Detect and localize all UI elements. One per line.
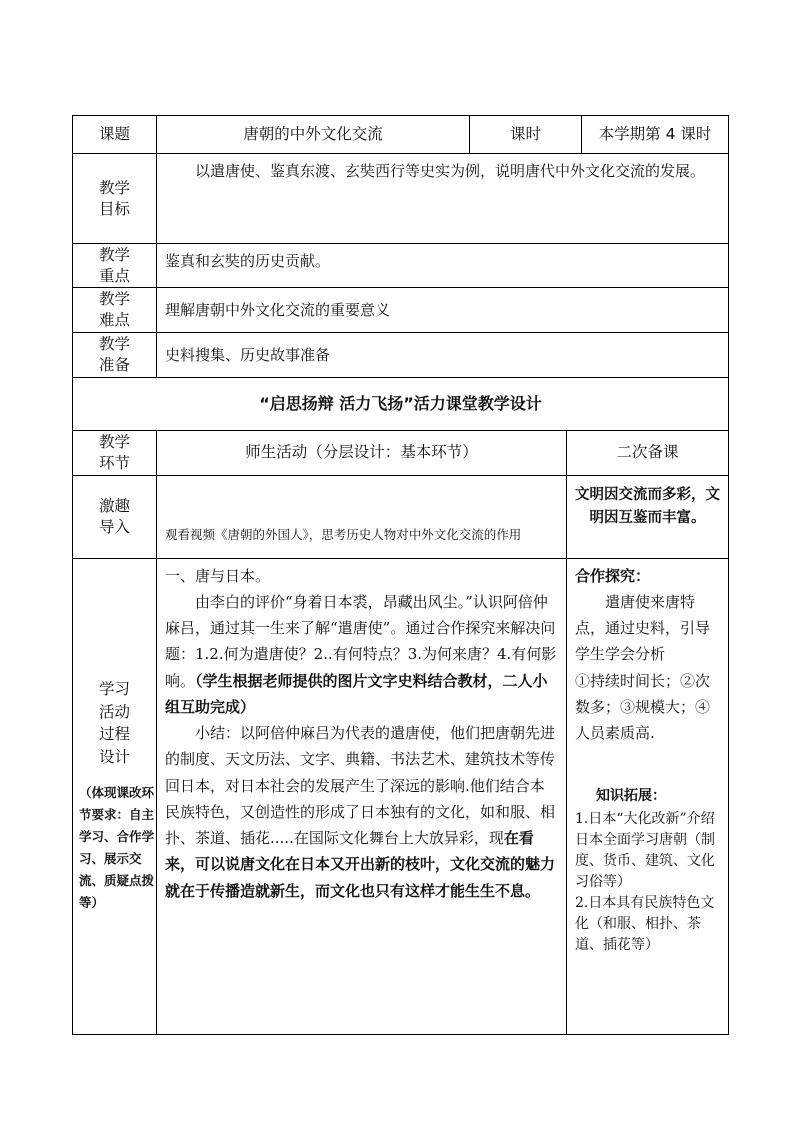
- side-ext-1: 1.日本“大化改新”介绍日本全面学习唐朝（制度、货币、建筑、文化习俗等）: [575, 810, 715, 890]
- intro-text: 观看视频《唐朝的外国人》，思考历史人物对中外文化交流的作用: [157, 475, 567, 558]
- process-paragraph-1: [165, 589, 558, 720]
- para1-bold: （学生根据老师提供的图片文字史料结合教材，二人小组互助完成）: [165, 671, 548, 716]
- process-requirement: （体现课改环节要求：自主学习、合作学习、展示交流、质疑点拨等）: [79, 785, 155, 910]
- design-title: “启思扬辩 活力飞扬”活力课堂教学设计: [73, 378, 729, 431]
- process-paragraph-2: [165, 720, 558, 904]
- hours-label: 课时: [470, 116, 582, 154]
- goal-text: 以遣唐使、鉴真东渡、玄奘西行等史实为例，说明唐代中外文化交流的发展。: [157, 154, 729, 244]
- row-goal: [73, 154, 729, 244]
- difficulty-label-text: 教学 难点: [98, 290, 130, 329]
- row-process: [73, 558, 729, 1034]
- stage-label: [73, 430, 157, 475]
- process-label-cell: [73, 558, 157, 1034]
- key-label-text: 教学 重点: [98, 245, 130, 285]
- row-key: [73, 244, 729, 288]
- para1-text: 由李白的评价“身着日本裘，昂藏出风尘。”认识阿倍仲麻吕，通过其一生来了解“遣唐使”。通过合作探究来解决问题：1.2.何为遣唐使？2..有何特点？3.为何来唐？4.有何影响。: [165, 592, 557, 690]
- stage-label-text: 教学 环节: [98, 432, 130, 472]
- goal-label: [73, 154, 157, 244]
- topic-value: 唐朝的中外文化交流: [157, 116, 470, 154]
- process-activity: [157, 558, 567, 1034]
- row-topic: [73, 116, 729, 154]
- hours-value: 本学期第 4 课时: [582, 116, 729, 154]
- row-design-title: [73, 378, 729, 431]
- side-ext-title: 知识拓展：: [596, 788, 666, 805]
- row-prep: [73, 333, 729, 378]
- row-intro: [73, 475, 729, 558]
- prep-text: 史料搜集、历史故事准备: [157, 333, 729, 378]
- second-prep-label: 二次备课: [567, 430, 729, 475]
- prep-label-text: 教学 准备: [98, 335, 130, 374]
- activity-label: 师生活动（分层设计：基本环节）: [157, 430, 567, 475]
- lesson-plan-sheet: [72, 115, 728, 1035]
- row-columns: [73, 430, 729, 475]
- para2-text: 小结：以阿倍仲麻吕为代表的遣唐使，他们把唐朝先进的制度、天文历法、文字、典籍、书法艺术、建筑技术等传回日本，对日本社会的发展产生了深远的影响.他们结合本民族特色，又创造性的形成了日本独有的文化，如和服、相扑、茶道、插花.....在国际文化舞台上大放异彩，现: [165, 724, 556, 847]
- intro-note: 文明因交流而多彩，文明因互鉴而丰富。: [567, 475, 729, 558]
- topic-label: 课题: [73, 116, 157, 154]
- process-label: 学习 活动 过程 设计: [98, 680, 130, 766]
- activity-table: [72, 430, 729, 1035]
- row-difficulty: [73, 288, 729, 333]
- para2-bold: 在看来，可以说唐文化在日本又开出新的枝叶，文化交流的魅力就在于传播造就新生，而文化也只有这样才能生生不息。: [165, 829, 556, 900]
- difficulty-label: [73, 288, 157, 333]
- process-second-prep: [567, 558, 729, 1034]
- intro-label-text: 激趣 导入: [98, 496, 130, 536]
- side-spacer: [575, 746, 720, 784]
- side-ext-2: 2.日本具有民族特色文化（和服、相扑、茶道、插花等）: [575, 894, 715, 953]
- side-title: 合作探究：: [575, 566, 651, 585]
- section-title: 一、唐与日本。: [165, 566, 271, 585]
- side-text-2: ①持续时间长；②次数多；③规模大；④人员素质高.: [575, 671, 711, 742]
- key-label: [73, 244, 157, 288]
- key-text: 鉴真和玄奘的历史贡献。: [157, 244, 729, 288]
- side-text-1: 遣唐使来唐特点，通过史料，引导学生学会分析: [575, 592, 711, 664]
- lesson-plan-table: [72, 115, 729, 431]
- goal-label-text: 教学 目标: [98, 178, 130, 218]
- difficulty-text: 理解唐朝中外文化交流的重要意义: [157, 288, 729, 333]
- intro-label: [73, 475, 157, 558]
- prep-label: [73, 333, 157, 378]
